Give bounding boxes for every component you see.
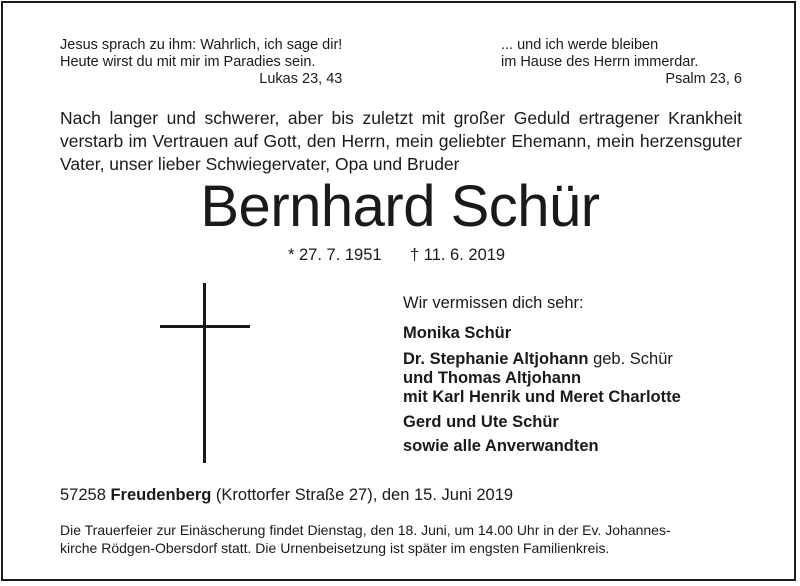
place-and-date <box>60 486 513 505</box>
birth-date: * 27. 7. 1951 <box>288 246 382 264</box>
mourner-line2-name: Dr. Stephanie Altjohann <box>403 350 589 368</box>
verse-left-line2: Heute wirst du mit mir im Paradies sein. <box>60 54 316 70</box>
verse-left-line1: Jesus sprach zu ihm: Wahrlich, ich sage dir! <box>60 37 343 53</box>
deceased-name: Bernhard Schür <box>200 174 600 239</box>
place-town: Freudenberg <box>110 486 212 504</box>
mourner-line6: sowie alle Anverwandten <box>403 437 599 455</box>
place-zip: 57258 <box>60 486 111 504</box>
mourner-line1: Monika Schür <box>403 324 512 342</box>
mourner-line2 <box>403 350 673 369</box>
verse-right <box>501 37 742 88</box>
latin-cross-icon <box>160 283 250 463</box>
death-date: † 11. 6. 2019 <box>410 246 506 264</box>
intro-line2: verstarb im Vertrauen auf Gott, den Herrn, mein geliebter Ehemann, mein herzensguter <box>60 131 742 151</box>
verse-right-line2: im Hause des Herrn immerdar. <box>501 54 699 70</box>
verse-left <box>60 37 342 88</box>
mourners-heading: Wir vermissen dich sehr: <box>403 294 584 312</box>
funeral-notice <box>60 521 671 557</box>
mourner-line4: mit Karl Henrik und Meret Charlotte <box>403 388 681 406</box>
place-rest: (Krottorfer Straße 27), den 15. Juni 2019 <box>211 486 514 504</box>
verse-left-ref: Lukas 23, 43 <box>259 71 343 87</box>
mourner-line2-rest: geb. Schür <box>588 350 673 368</box>
mourner-line5: Gerd und Ute Schür <box>403 413 559 431</box>
intro-paragraph <box>60 107 742 176</box>
verse-right-ref: Psalm 23, 6 <box>665 71 742 87</box>
verse-right-line1: ... und ich werde bleiben <box>501 37 659 53</box>
intro-line1: Nach langer und schwerer, aber bis zuletzt mit großer Geduld ertragener Krankheit <box>60 108 742 128</box>
mourner-line3: und Thomas Altjohann <box>403 369 582 387</box>
intro-line3: Vater, unser lieber Schwiegervater, Opa und Bruder <box>60 154 460 174</box>
funeral-notice-line1: Die Trauerfeier zur Einäscherung findet Dienstag, den 18. Juni, um 14.00 Uhr in der Ev. Johannes- <box>60 522 671 538</box>
funeral-notice-line2: kirche Rödgen-Obersdorf statt. Die Urnenbeisetzung ist später im engsten Familienkreis. <box>60 540 610 556</box>
